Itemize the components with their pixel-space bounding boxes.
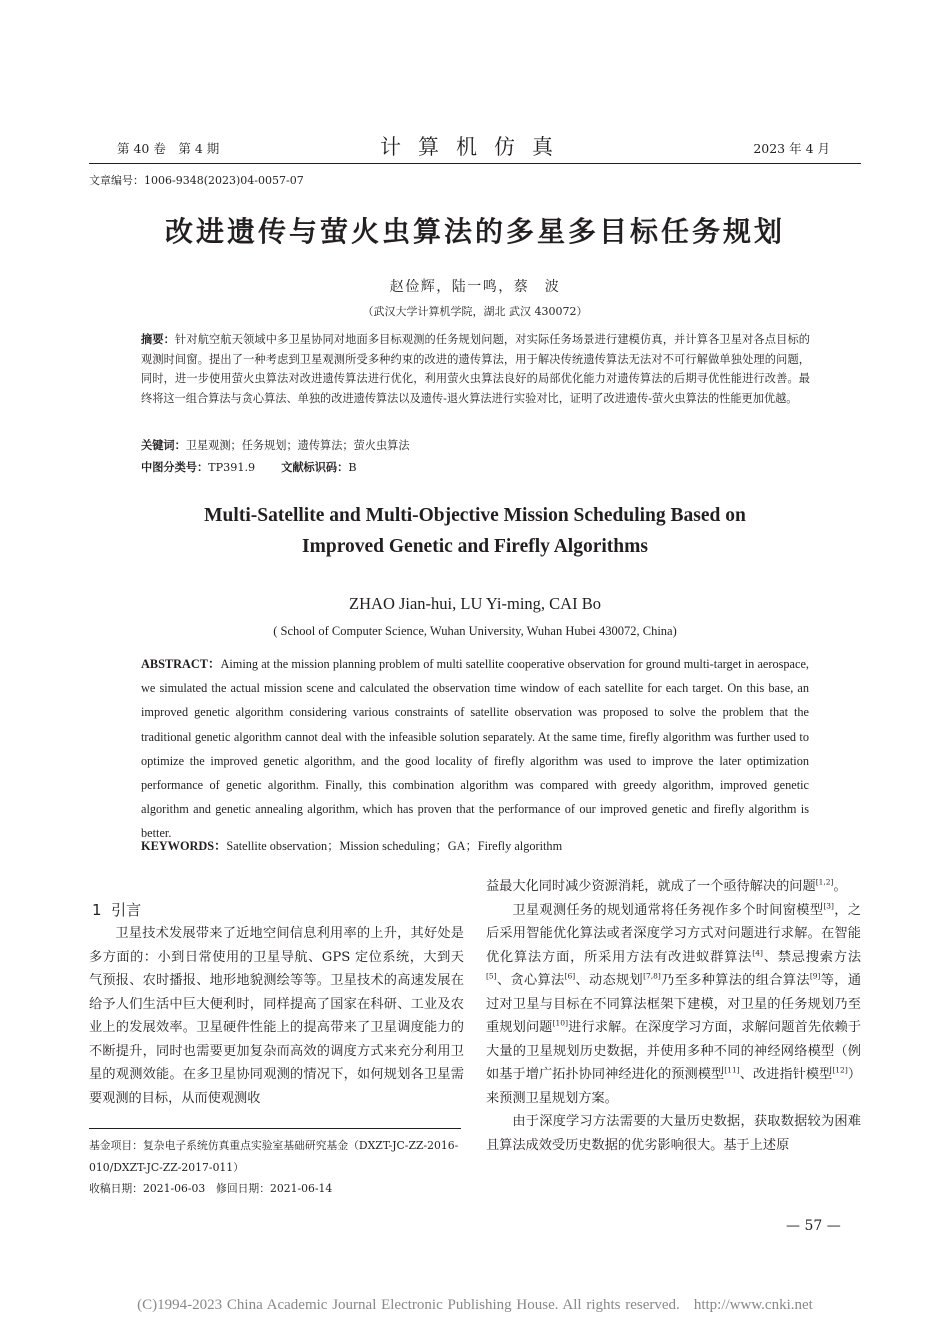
copyright-text: (C)1994-2023 China Academic Journal Electronic Publishing House. All rights reserved.: [137, 1297, 680, 1313]
classification-line: [141, 459, 357, 475]
footnote-dates: 收稿日期：2021-06-03 修回日期：2021-06-14: [89, 1182, 333, 1195]
body-right-paragraph-2: [486, 899, 861, 1111]
section-title: 引言: [111, 901, 142, 919]
body-right-paragraph-3: 由于深度学习方法需要的大量历史数据，获取数据较为困难且算法成效受历史数据的优劣影响很大。基于上述原: [486, 1114, 861, 1153]
header-journal-name: 计算机仿真: [380, 135, 570, 159]
doc-code-value: B: [348, 461, 357, 474]
citation: [3]: [823, 901, 834, 911]
citation: [7,8]: [643, 971, 661, 981]
footnote-rule: [89, 1128, 461, 1129]
abstract-en-text: Aiming at the mission planning problem of multi satellite cooperative observation for ground multi-target in aerospace, we simulated the actual mission scene and calculated the observation time window of each satellite for each target. On this base, an improved genetic algorithm considering various constraints of satellite observation was proposed to solve the problem that the traditional genetic algorithm cannot deal with the infeasible solution separately. At the same time, firefly algorithm was further used to optimize the improved genetic algorithm, and the good locality of firefly algorithm was used to improve the later optimization performance of genetic algorithm. Finally, this combination algorithm was compared with greedy algorithm, improved genetic algorithm and genetic annealing algorithm, which has proven that the performance of our improved genetic and firefly algorithm is better.: [141, 657, 809, 841]
body-left-paragraph-1: 卫星技术发展带来了近地空间信息利用率的上升，其好处是多方面的：小到日常使用的卫星导航、GPS 定位系统，大到天气预报、农时播报、地形地貌测绘等等。卫星技术的高速发展在给予人们生活中巨大便利时，同样提高了国家在科研、工业及农业上的发展效率。卫星硬件性能上的提高带来了卫星调度能力的不断提升，同时也需要更加复杂而高效的调度方式来充分利用卫星的观测效能。在多卫星协同观测的情况下，如何规划各卫星需要观测的目标，从而使观测收: [89, 926, 464, 1106]
keywords-cn-text: 卫星观测；任务规划；遗传算法；萤火虫算法: [185, 439, 410, 452]
title-en-line1: Multi-Satellite and Multi-Objective Mission Scheduling Based on: [204, 505, 746, 526]
text-run: ）来预测卫星规划方案。: [486, 1067, 862, 1106]
citation: [1,2]: [815, 877, 834, 887]
text-run: 进行求解。在深度学习方面，求解问题首先依赖于大量的卫星规划历史数据，并使用多种不同的神经网络模型（例如基于增广拓扑协同神经进化的预测模型: [486, 1020, 862, 1082]
footnote: [89, 1135, 464, 1200]
text-run: 、动态规划: [575, 973, 644, 988]
body-column-right: [486, 875, 861, 1157]
abstract-english: [141, 652, 809, 846]
text-run: ，之后采用智能优化算法或者深度学习方式对问题进行求解。在智能优化算法方面，所采用方法有改进蚁群算法: [486, 902, 862, 965]
keywords-cn-label: 关键词：: [141, 439, 186, 452]
text-run: 乃至多种算法的组合算法: [660, 973, 810, 988]
title-chinese: 改进遗传与萤火虫算法的多星多目标任务规划: [164, 215, 785, 248]
clc-value: TP391.9: [208, 461, 256, 474]
page-number: — 57 —: [786, 1218, 841, 1234]
footer-url[interactable]: http://www.cnki.net: [693, 1297, 813, 1313]
citation: [6]: [564, 971, 576, 981]
abstract-cn-label: 摘要：: [141, 333, 176, 346]
abstract-cn-text: 针对航空航天领域中多卫星协同对地面多目标观测的任务规划问题，对实际任务场景进行建模仿真，并计算各卫星对各点目标的观测时间窗。提出了一种考虑到卫星观测所受多种约束的改进的遗传算法，用于解决传统遗传算法无法对不可行解做单独处理的问题，同时，进一步使用萤火虫算法对改进遗传算法进行优化，利用萤火虫算法良好的局部优化能力对遗传算法的后期寻优性能进行改善。最终将这一组合算法与贪心算法、单独的改进遗传算法以及遗传-退火算法进行实验对比，证明了改进遗传-萤火虫算法的性能更加优越。: [141, 333, 810, 405]
footnote-fund: 基金项目：复杂电子系统仿真重点实验室基础研究基金（DXZT-JC-ZZ-2016-010/DXZT-JC-ZZ-2017-011）: [89, 1139, 459, 1174]
title-en-line2: Improved Genetic and Firefly Algorithms: [302, 536, 648, 557]
section-heading-introduction: [92, 899, 141, 920]
citation: [4]: [752, 948, 763, 958]
keywords-chinese: [141, 437, 410, 453]
text-run: 、改进指针模型: [739, 1067, 833, 1082]
affiliation-chinese: （武汉大学计算机学院，湖北 武汉 430072）: [362, 305, 588, 318]
citation: [11]: [724, 1065, 740, 1075]
header-volume-issue: 第 40 卷 第 4 期: [117, 141, 220, 156]
clc-label: 中图分类号：: [141, 461, 209, 474]
citation: [9]: [809, 971, 821, 981]
copyright-footer: [0, 1297, 950, 1314]
authors-chinese: 赵俭辉，陆一鸣，蔡 波: [389, 279, 561, 295]
text-run: 、贪心算法: [496, 973, 565, 988]
text-run: 卫星观测任务的规划通常将任务视作多个时间窗模型: [512, 902, 824, 918]
abstract-chinese: [141, 330, 810, 408]
text-run: 。: [833, 879, 847, 894]
citation: [12]: [832, 1065, 848, 1075]
article-number: 文章编号：1006-9348(2023)04-0057-07: [89, 174, 304, 187]
header-rule: [89, 163, 861, 164]
header-date: 2023 年 4 月: [753, 141, 830, 156]
text-run: 益最大化同时减少资源消耗，就成了一个亟待解决的问题: [486, 879, 816, 894]
text-run: 等，通过对卫星与目标在不同算法框架下建模，对卫星的任务规划乃至重规划问题: [486, 973, 862, 1035]
authors-english: ZHAO Jian-hui, LU Yi-ming, CAI Bo: [349, 594, 601, 613]
citation: [5]: [486, 971, 497, 981]
body-column-left: [89, 922, 464, 1110]
doc-code-label: 文献标识码：: [281, 461, 349, 474]
text-run: 、禁忌搜索方法: [762, 949, 862, 965]
citation: [10]: [552, 1018, 568, 1028]
keywords-en-text: Satellite observation；Mission scheduling；GA；Firefly algorithm: [226, 839, 563, 853]
keywords-english: [141, 836, 562, 854]
title-english: [0, 500, 950, 562]
keywords-en-label: KEYWORDS：: [141, 839, 227, 853]
section-number: 1: [92, 901, 102, 919]
affiliation-english: ( School of Computer Science, Wuhan University, Wuhan Hubei 430072, China): [273, 624, 677, 638]
body-right-paragraph-1: [486, 875, 861, 899]
abstract-en-label: ABSTRACT：: [141, 657, 221, 671]
